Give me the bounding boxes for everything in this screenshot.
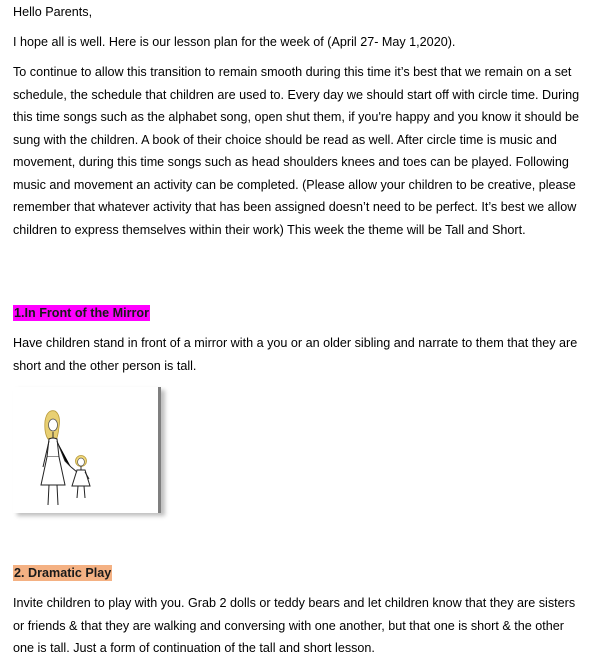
mirror-illustration xyxy=(13,387,161,513)
section-heading-mirror: 1.In Front of the Mirror xyxy=(14,306,150,320)
greeting: Hello Parents, xyxy=(13,5,93,19)
section-heading-dramatic-play: 2. Dramatic Play xyxy=(14,566,112,580)
intro-paragraph: I hope all is well. Here is our lesson plan for the week of (April 27- May 1,2020). xyxy=(13,35,456,49)
tall-and-short-figures-image xyxy=(13,387,158,513)
section-body-mirror: Have children stand in front of a mirror with a you or an older sibling and narrate to them that they are short and the other person is tall. xyxy=(13,336,578,373)
section-body-dramatic-play: Invite children to play with you. Grab 2 dolls or teddy bears and let children know that they are sisters or friends & that they are walking and conversing with one another, but that one is short & the other one is tall. Just a form of continuation of the tall and short lesson. xyxy=(13,596,576,655)
overview-paragraph: To continue to allow this transition to remain smooth during this time it’s best that we remain on a set schedule, the schedule that children are used to. Every day we should start off with circle time. During this time songs such as the alphabet song, open shut them, if you're happy and you know it should be sung with the children. A book of their choice should be read as well. After circle time is music and movement, during this time songs such as head shoulders knees and toes can be played. Following music and movement an activity can be completed. (Please allow your children to be creative, please remember that whatever activity that has been assigned doesn’t need to be perfect. It’s best we allow children to express themselves within their work) This week the theme will be Tall and Short. xyxy=(13,65,580,237)
